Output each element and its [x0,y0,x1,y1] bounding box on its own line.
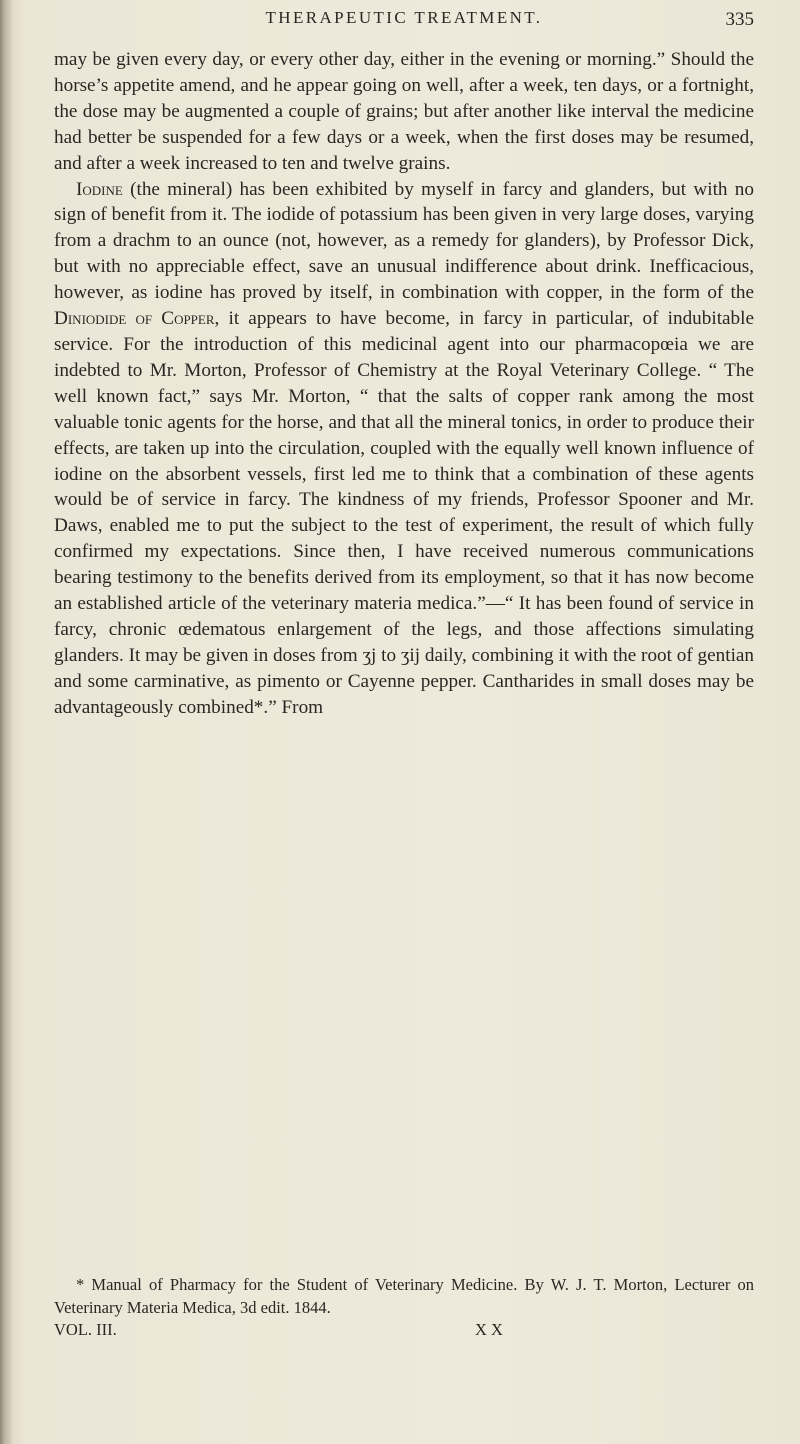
footnote [54,1273,754,1319]
main-text [54,47,754,721]
diniodide-term: Diniodide of Copper [54,308,215,330]
paragraph-continued: may be given every day, or every other day, either in the evening or morning.” Should the horse’s appetite amend, and he appear going on well, after a week, ten days, or a fortnight, the dose may be augmented a couple of grains; but after another like interval the medicine had better be suspended for a few days or a week, when the first doses may be resumed, and after a week increased to ten and twelve grains. [54,49,754,174]
page-header [54,6,754,38]
binding-edge [0,0,12,1444]
volume-label: VOL. III. [54,1320,117,1339]
signature-line [54,1320,754,1344]
paragraph-iodine [54,177,754,721]
iodine-heading: Iodine [76,178,123,200]
iodine-text-part-2: , it appears to have become, in farcy in particular, of indubitable service. For the introduction of this medicinal agent into our pharmacopœia we are indebted to Mr. Morton, Professor of Chemistry at the Royal Veterinary College. “ The well known fact,” says Mr. Morton, “ that the salts of copper rank among the most valuable tonic agents for the horse, and that all the mineral tonics, in order to produce their effects, are taken up into the circulation, coupled with the equally well known influence of iodine on the absorbent vessels, first led me to think that a combination of these agents would be of service in farcy. The kindness of my friends, Professor Spooner and Mr. Daws, enabled me to put the subject to the test of experiment, the result of which fully confirmed my expectations. Since then, I have received numerous communications bearing testimony to the benefits derived from its employment, so that it has now become an established article of the veterinary materia medica.”—“ It has been found of service in farcy, chronic œdematous enlargement of the legs, and those affections simulating glanders. It may be given in doses from ʒj to ʒij daily, combining it with the root of gentian and some carminative, as pimento or Cayenne pepper. Cantharides in small doses may be advantageously combined*.” From [54,308,755,718]
signature-mark: X X [475,1320,503,1339]
page-number: 335 [725,9,754,30]
footnote-text: * Manual of Pharmacy for the Student of Veterinary Medicine. By W. J. T. Morton, Lecturer on Veterinary Materia Medica, 3d edit. 1844. [54,1275,754,1317]
running-title: THERAPEUTIC TREATMENT. [265,8,543,27]
iodine-text-part-1: (the mineral) has been exhibited by myself in farcy and glanders, but with no sign of benefit from it. The iodide of potassium has been given in very large doses, varying from a drachm to an ounce (not, however, as a remedy for glanders), by Professor Dick, but with no appreciable effect, save an unusual indifference about drink. Inefficacious, however, as iodine has proved by itself, in combination with copper, in the form of the [54,178,754,304]
